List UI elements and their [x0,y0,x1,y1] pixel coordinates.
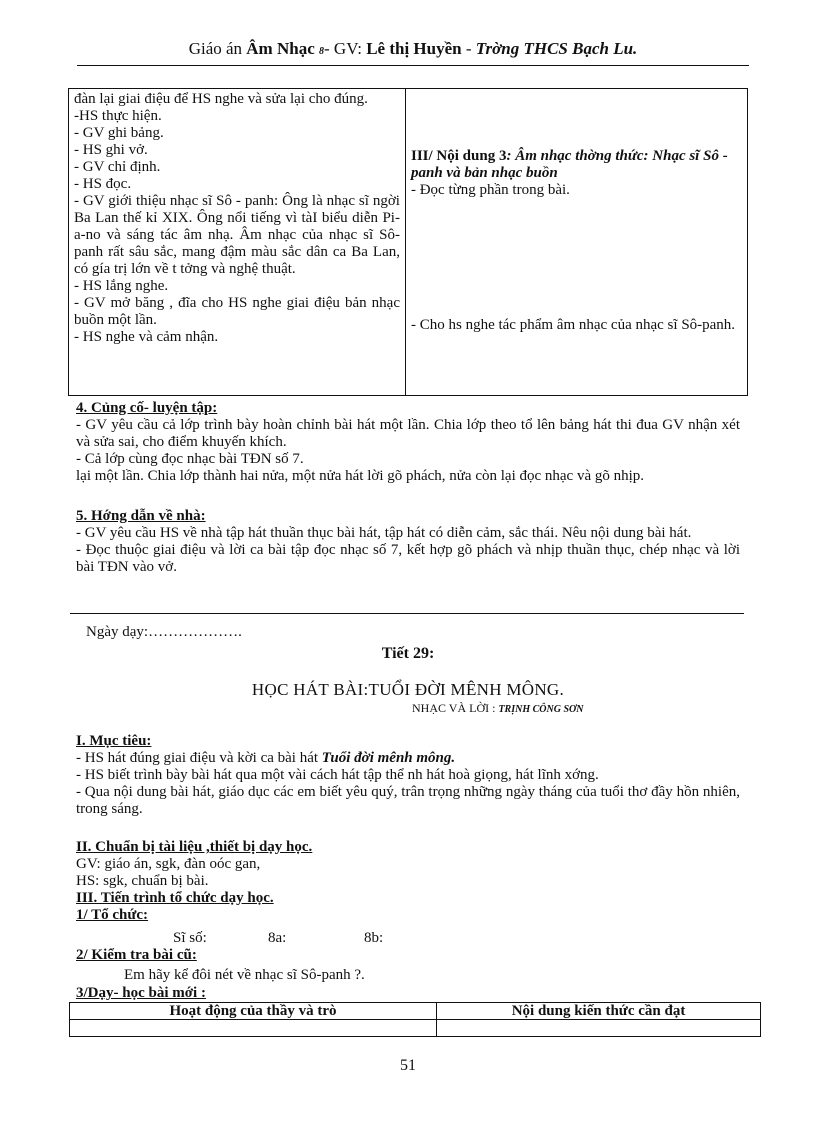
activity-line: - HS nghe và cảm nhận. [74,329,219,345]
header-teacher: Lê thị Huyền [366,39,462,58]
activity-left-cell [69,89,406,396]
class-8a: 8a: [268,930,287,946]
consolidation-line: - GV yêu cầu cả lớp trình bày hoàn chỉnh bài hát một lần. Chia lớp theo tổ lên bảng hát thi đua GV nhận xét và sửa sai, cho điểm khuyến khích. [76,417,740,450]
empty-cell [70,1020,437,1037]
song-name: Tuổi đời mênh mông. [321,750,456,766]
header-prefix: Giáo án [188,39,243,58]
activity-right-cell [405,89,747,396]
header-grade: 8 [319,46,324,57]
song-author [412,700,583,718]
objectives-section [76,733,740,818]
section-3-title [411,148,742,182]
preparation-gv: GV: giáo án, sgk, đàn oóc gan, [76,856,261,872]
page-number: 51 [400,1057,416,1074]
attendance-label: Sĩ số: [173,930,207,946]
activity-line: - GV mở băng , đĩa cho HS nghe giai điệu bản nhạc buồn một lần. [74,295,400,328]
homework-heading: 5. Hớng dẫn về nhà: [76,508,206,524]
author-label: NHẠC VÀ LỜI : [412,701,499,715]
header-school: Trờng THCS Bạch Lu. [475,39,638,58]
teaching-date: Ngày dạy:………………. [86,624,242,640]
consolidation-section [76,400,740,485]
activity-table [68,88,748,396]
objectives-heading: I. Mục tiêu: [76,733,152,749]
organization-heading: 1/ Tổ chức: [76,907,149,923]
header-subject: Âm Nhạc [246,39,315,58]
activity-table-header [69,1002,761,1037]
preparation-section [76,839,740,924]
activity-line: - GV giới thiệu nhạc sĩ Sô - panh: Ông là nhạc sĩ ngời Ba Lan thế kỉ XIX. Ông nổi tiếng vì tàI biểu diễn Pi-a-no và sáng tác âm nhạ. Âm nhạc của nhạc sĩ Sô-panh rất sâu sắc, mang đậm màu sắc dân ca Ba Lan, có gía trị lớn về t tởng và nghệ thuật. [74,193,400,277]
section-3-label: III/ Nội dung 3 [410,148,507,164]
objective-line: - Qua nội dung bài hát, giáo dục các em biết yêu quý, trân trọng những ngày tháng của tuổi thơ đầy hồn nhiên, trong sáng. [76,784,740,817]
consolidation-heading: 4. Củng cố- luyện tập: [76,400,218,416]
col-teacher-student: Hoạt động của thầy và trò [70,1003,437,1020]
objective-text: - HS hát đúng giai điệu và kời ca bài hát [76,750,322,766]
class-8b: 8b: [364,930,384,946]
activity-line: - GV ghi bảng. [74,125,164,141]
right-note-reading: - Đọc từng phần trong bài. [410,182,570,198]
preparation-hs: HS: sgk, chuẩn bị bài. [76,873,209,889]
procedure-heading: III. Tiến trình tổ chức dạy học. [76,890,274,906]
section-divider [70,613,744,614]
activity-line: - GV chỉ định. [74,159,161,175]
review-heading: 2/ Kiểm tra bài cũ: [76,947,197,963]
author-name: TRỊNH CÔNG SƠN [498,704,584,715]
section-3-text: : Âm nhạc thờng thức: Nhạc sĩ Sô - panh và bản nhạc buồn [410,148,728,181]
homework-section [76,508,740,576]
consolidation-line: lại một lần. Chia lớp thành hai nửa, một nửa hát lời gõ phách, nửa còn lại đọc nhạc và gõ nhịp. [76,468,645,484]
header-gv-label: - GV: [324,39,362,58]
objective-line [76,750,740,767]
col-knowledge: Nội dung kiến thức cần đạt [437,1003,761,1020]
review-question: Em hãy kể đôi nét về nhạc sĩ Sô-panh ?. [124,967,365,983]
homework-line: - GV yêu cầu HS về nhà tập hát thuần thục bài hát, tập hát có diễn cảm, sắc thái. Nêu nội dung bài hát. [76,525,692,541]
lesson-number: Tiết 29: [381,645,435,662]
activity-line: -HS thực hiện. [74,108,162,124]
preparation-heading: II. Chuẩn bị tài liệu ,thiết bị dạy học. [76,839,313,855]
new-lesson-heading: 3/Dạy- học bài mới : [76,985,206,1001]
activity-line: - HS lắng nghe. [74,278,169,294]
lesson-title: HỌC HÁT BÀI:TUỔI ĐỜI MÊNH MÔNG. [251,680,565,699]
page-header [77,38,749,66]
empty-cell [437,1020,761,1037]
activity-line: - HS ghi vở. [74,142,148,158]
objective-line: - HS biết trình bày bài hát qua một vài cách hát tập thể nh hát hoà giọng, hát lĩnh xớng. [76,767,599,783]
right-note-listening: - Cho hs nghe tác phẩm âm nhạc của nhạc sĩ Sô-panh. [410,317,736,333]
homework-line: - Đọc thuộc giai điệu và lời ca bài tập đọc nhạc số 7, kết hợp gõ phách và nhịp thuần thục, chép nhạc và lời bài TĐN vào vở. [76,542,740,575]
activity-line: đàn lại giai điệu để HS nghe và sửa lại cho đúng. [74,91,368,107]
consolidation-line: - Cả lớp cùng đọc nhạc bài TĐN số 7. [76,451,304,467]
activity-line: - HS đọc. [74,176,132,192]
header-dash: - [461,39,476,58]
